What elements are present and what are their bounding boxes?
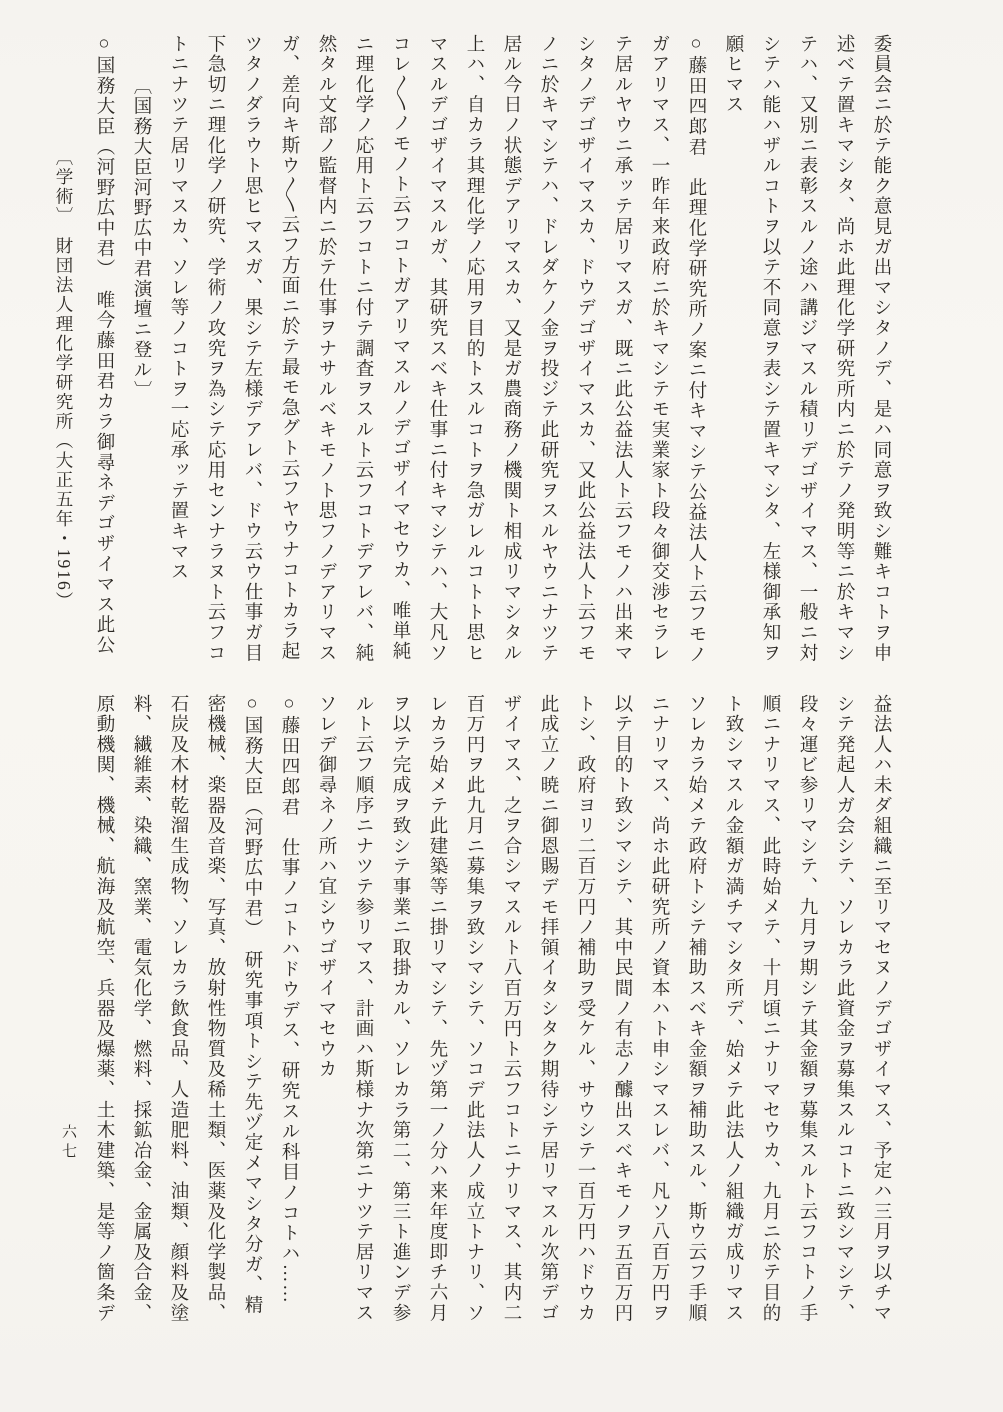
text-column: 以テ目的ト致シマシテ、其中民間ノ有志ノ醵出スベキモノヲ五百万円 bbox=[612, 694, 632, 1324]
text-column: ソレカラ始メテ政府トシテ補助スベキ金額ヲ補助スル、斯ウ云フ手順 bbox=[686, 694, 706, 1324]
text-column: テ居ルヤウニ承ッテ居リマスガ、既ニ此公益法人ト云フモノハ出来マ bbox=[612, 34, 632, 664]
text-column: 百万円ヲ此九月ニ募集ヲ致シマシテ、ソコデ此法人ノ成立トナリ、ソ bbox=[464, 694, 484, 1324]
text-column: トシ、政府ヨリ二百万円ノ補助ヲ受ケル、サウシテ一百万円ハドウカ bbox=[575, 694, 595, 1324]
text-column: ガアリマス、一昨年来政府ニ於キマシテモ実業家ト段々御交渉セラレ bbox=[649, 34, 669, 664]
text-column: 上ハ、自カラ其理化学ノ応用ヲ目的トスルコトヲ急ガレルコトト思ヒ bbox=[464, 34, 484, 664]
text-column: ザイマス、之ヲ合シマスルト八百万円ト云フコトニナリマス、其内二 bbox=[501, 694, 521, 1324]
text-column: 委員会ニ於テ能ク意見ガ出マシタノデ、是ハ同意ヲ致シ難キコトヲ申 bbox=[871, 34, 891, 664]
text-column: 此成立ノ暁ニ御恩賜デモ拝領イタシタク期待シテ居リマスル次第デゴ bbox=[538, 694, 558, 1324]
text-column: コレ〱ノモノト云フコトガアリマスルノデゴザイマセウカ、唯単純 bbox=[390, 34, 410, 662]
text-column: ト致シマスル金額ガ満チマシタ所デ、始メテ此法人ノ組織ガ成リマス bbox=[723, 694, 743, 1324]
text-column: 段々運ビ参リマシテ、九月ヲ期シテ其金額ヲ募集スルト云フコトノ手 bbox=[797, 694, 817, 1324]
text-column: ソレデ御尋ネノ所ハ宜シウゴザイマセウカ bbox=[316, 694, 336, 1080]
text-column: 居ル今日ノ状態デアリマスカ、又是ガ農商務ノ機関ト相成リマシタル bbox=[501, 34, 521, 664]
text-column: 順ニナリマス、此時始メテ、十月頃ニナリマセウカ、九月ニ於テ目的 bbox=[760, 694, 780, 1324]
text-column: 料、繊維素、染織、窯業、電気化学、燃料、採鉱冶金、金属及合金、 bbox=[131, 694, 151, 1324]
text-column: 益法人ハ未ダ組織ニ至リマセヌノデゴザイマス、予定ハ三月ヲ以チマ bbox=[871, 694, 891, 1324]
speaker-column: ○国務大臣（河野広中君） 研究事項トシテ先ヅ定メマシタ分ガ、精 bbox=[242, 694, 262, 1316]
text-column: ニ理化学ノ応用ト云フコトニ付テ調査ヲスルト云フコトデアレバ、純 bbox=[353, 34, 373, 664]
text-column: シテハ能ハザルコトヲ以テ不同意ヲ表シテ置キマシタ、左様御承知ヲ bbox=[760, 34, 780, 664]
speaker-column: ○藤田四郎君 此理化学研究所ノ案ニ付キマシテ公益法人ト云フモノ bbox=[686, 34, 706, 665]
text-column: ルト云フ順序ニナツテ参リマス、計画ハ斯様ナ次第ニナツテ居リマス bbox=[353, 694, 373, 1324]
text-column: マスルデゴザイマスルガ、其研究スベキ仕事ニ付キマシテハ、大凡ソ bbox=[427, 34, 447, 664]
text-column: レカラ始メテ此建築等ニ掛リマシテ、先ヅ第一ノ分ハ来年度即チ六月 bbox=[427, 694, 447, 1324]
text-column: ガ、差向キ斯ウ〱云フ方面ニ於テ最モ急グト云フヤウナコトカラ起 bbox=[279, 34, 299, 662]
speaker-column: ○藤田四郎君 仕事ノコトハドウデス、研究スル科目ノコトハ…… bbox=[279, 694, 299, 1305]
bottom-text-block bbox=[84, 694, 899, 1338]
top-text-block bbox=[84, 34, 899, 674]
text-column: 下急切ニ理化学ノ研究、学術ノ攻究ヲ為シテ応用センナラヌト云フコ bbox=[205, 34, 225, 664]
speaker-column: ○国務大臣（河野広中君） 唯今藤田君カラ御尋ネデゴザイマス此公 bbox=[94, 34, 114, 656]
text-column: 原動機関、機械、航海及航空、兵器及爆薬、土木建築、是等ノ箇条デ bbox=[94, 694, 114, 1324]
stage-direction-column: 〔国務大臣河野広中君演壇ニ登ル〕 bbox=[131, 76, 151, 401]
text-column: 密機械、楽器及音楽、写真、放射性物質及稀土類、医薬及化学製品、 bbox=[205, 694, 225, 1324]
page-number: 六七 bbox=[60, 1124, 76, 1162]
text-column: ヲ以テ完成ヲ致シテ事業ニ取掛カル、ソレカラ第二、第三ト進ンデ参 bbox=[390, 694, 410, 1324]
text-column: トニナツテ居リマスカ、ソレ等ノコトヲ一応承ッテ置キマス bbox=[168, 34, 188, 583]
text-column: 述ベテ置キマシタ、尚ホ此理化学研究所内ニ於テノ発明等ニ於キマシ bbox=[834, 34, 854, 664]
text-column: シテ発起人ガ会シテ、ソレカラ此資金ヲ募集スルコトニ致シマシテ、 bbox=[834, 694, 854, 1324]
running-head: 〔学術〕 財団法人理化学研究所（大正五年・1916） bbox=[54, 148, 74, 612]
text-column: シタノデゴザイマスカ、ドウデゴザイマスカ、又此公益法人ト云フモ bbox=[575, 34, 595, 664]
text-column: ニナリマス、尚ホ此研究所ノ資本ハト申シマスレバ、凡ソ八百万円ヲ bbox=[649, 694, 669, 1324]
text-column: 石炭及木材乾溜生成物、ソレカラ飲食品、人造肥料、油類、顔料及塗 bbox=[168, 694, 188, 1324]
text-column: テハ、又別ニ表彰スルノ途ハ講ジマスル積リデゴザイマス、一般ニ対 bbox=[797, 34, 817, 664]
text-column: 然タル文部ノ監督内ニ於テ仕事ヲナサルベキモノト思フノデアリマス bbox=[316, 34, 336, 664]
text-column: ノニ於キマシテハ、ドレダケノ金ヲ投ジテ此研究ヲスルヤウニナツテ bbox=[538, 34, 558, 664]
text-column: 願ヒマス bbox=[723, 34, 743, 116]
text-column: ツタノダラウト思ヒマスガ、果シテ左様デアレバ、ドウ云ウ仕事ガ目 bbox=[242, 34, 262, 664]
